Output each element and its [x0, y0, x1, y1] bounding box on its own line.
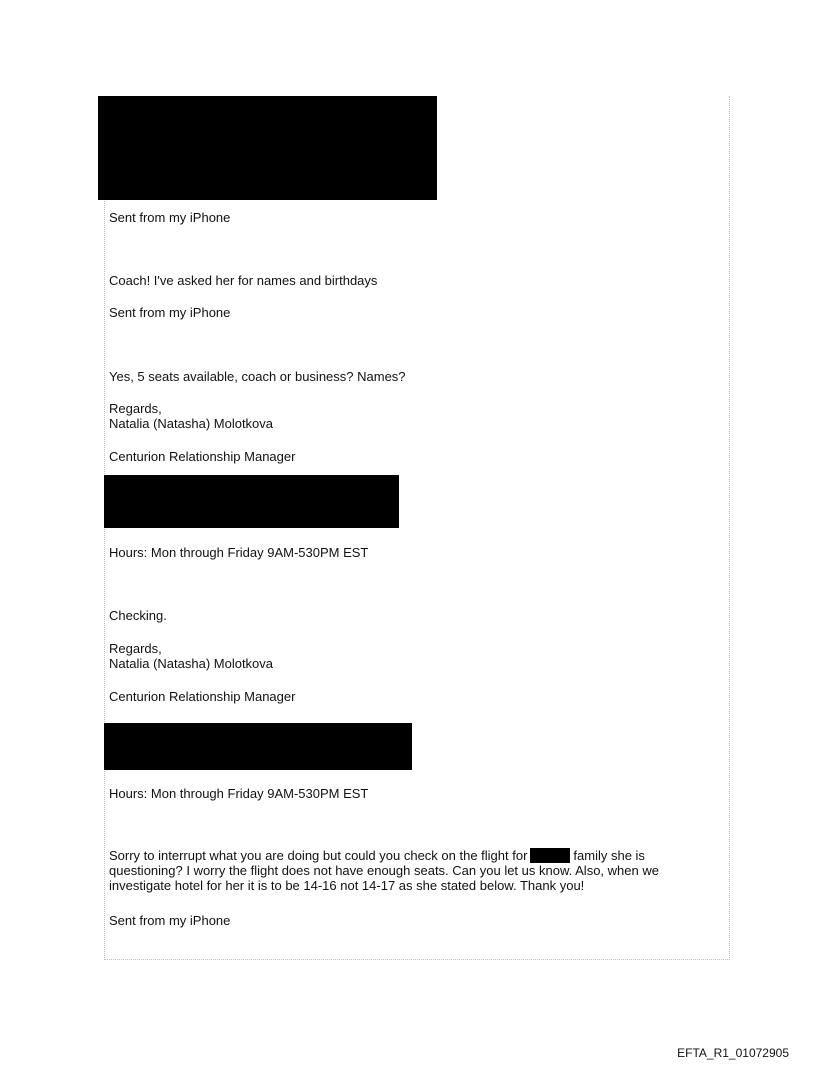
- redaction-block-signature-1: [104, 475, 399, 528]
- sent-from-iphone-3: Sent from my iPhone: [109, 913, 231, 928]
- sent-from-iphone-1: Sent from my iPhone: [109, 210, 231, 225]
- coach-message: Coach! I've asked her for names and birthdays: [109, 273, 378, 288]
- flight-check-text-part2: family she is questioning? I worry the flight does not have enough seats. Can you let us know. Also, when we investigate hotel for her it is to be 14-16 not 14-17 as she stated below. Thank you!: [109, 848, 659, 893]
- signature-name-1: Natalia (Natasha) Molotkova: [109, 416, 274, 431]
- flight-check-message: [109, 848, 719, 893]
- flight-check-text-part1: Sorry to interrupt what you are doing but could you check on the flight for: [109, 848, 528, 863]
- seats-available-message: Yes, 5 seats available, coach or business? Names?: [109, 369, 406, 384]
- email-thread-frame: [104, 96, 730, 960]
- document-id: EFTA_R1_01072905: [677, 1046, 789, 1060]
- signature-name-2: Natalia (Natasha) Molotkova: [109, 656, 274, 671]
- office-hours-1: Hours: Mon through Friday 9AM-530PM EST: [109, 545, 369, 560]
- checking-message: Checking.: [109, 608, 167, 623]
- redaction-inline-name: [530, 848, 570, 863]
- signature-title-2: Centurion Relationship Manager: [109, 689, 296, 704]
- redaction-block-top: [98, 96, 437, 200]
- signature-title-1: Centurion Relationship Manager: [109, 449, 296, 464]
- regards-2: Regards,: [109, 641, 162, 656]
- office-hours-2: Hours: Mon through Friday 9AM-530PM EST: [109, 786, 369, 801]
- sent-from-iphone-2: Sent from my iPhone: [109, 305, 231, 320]
- redaction-block-signature-2: [104, 723, 412, 770]
- regards-1: Regards,: [109, 401, 162, 416]
